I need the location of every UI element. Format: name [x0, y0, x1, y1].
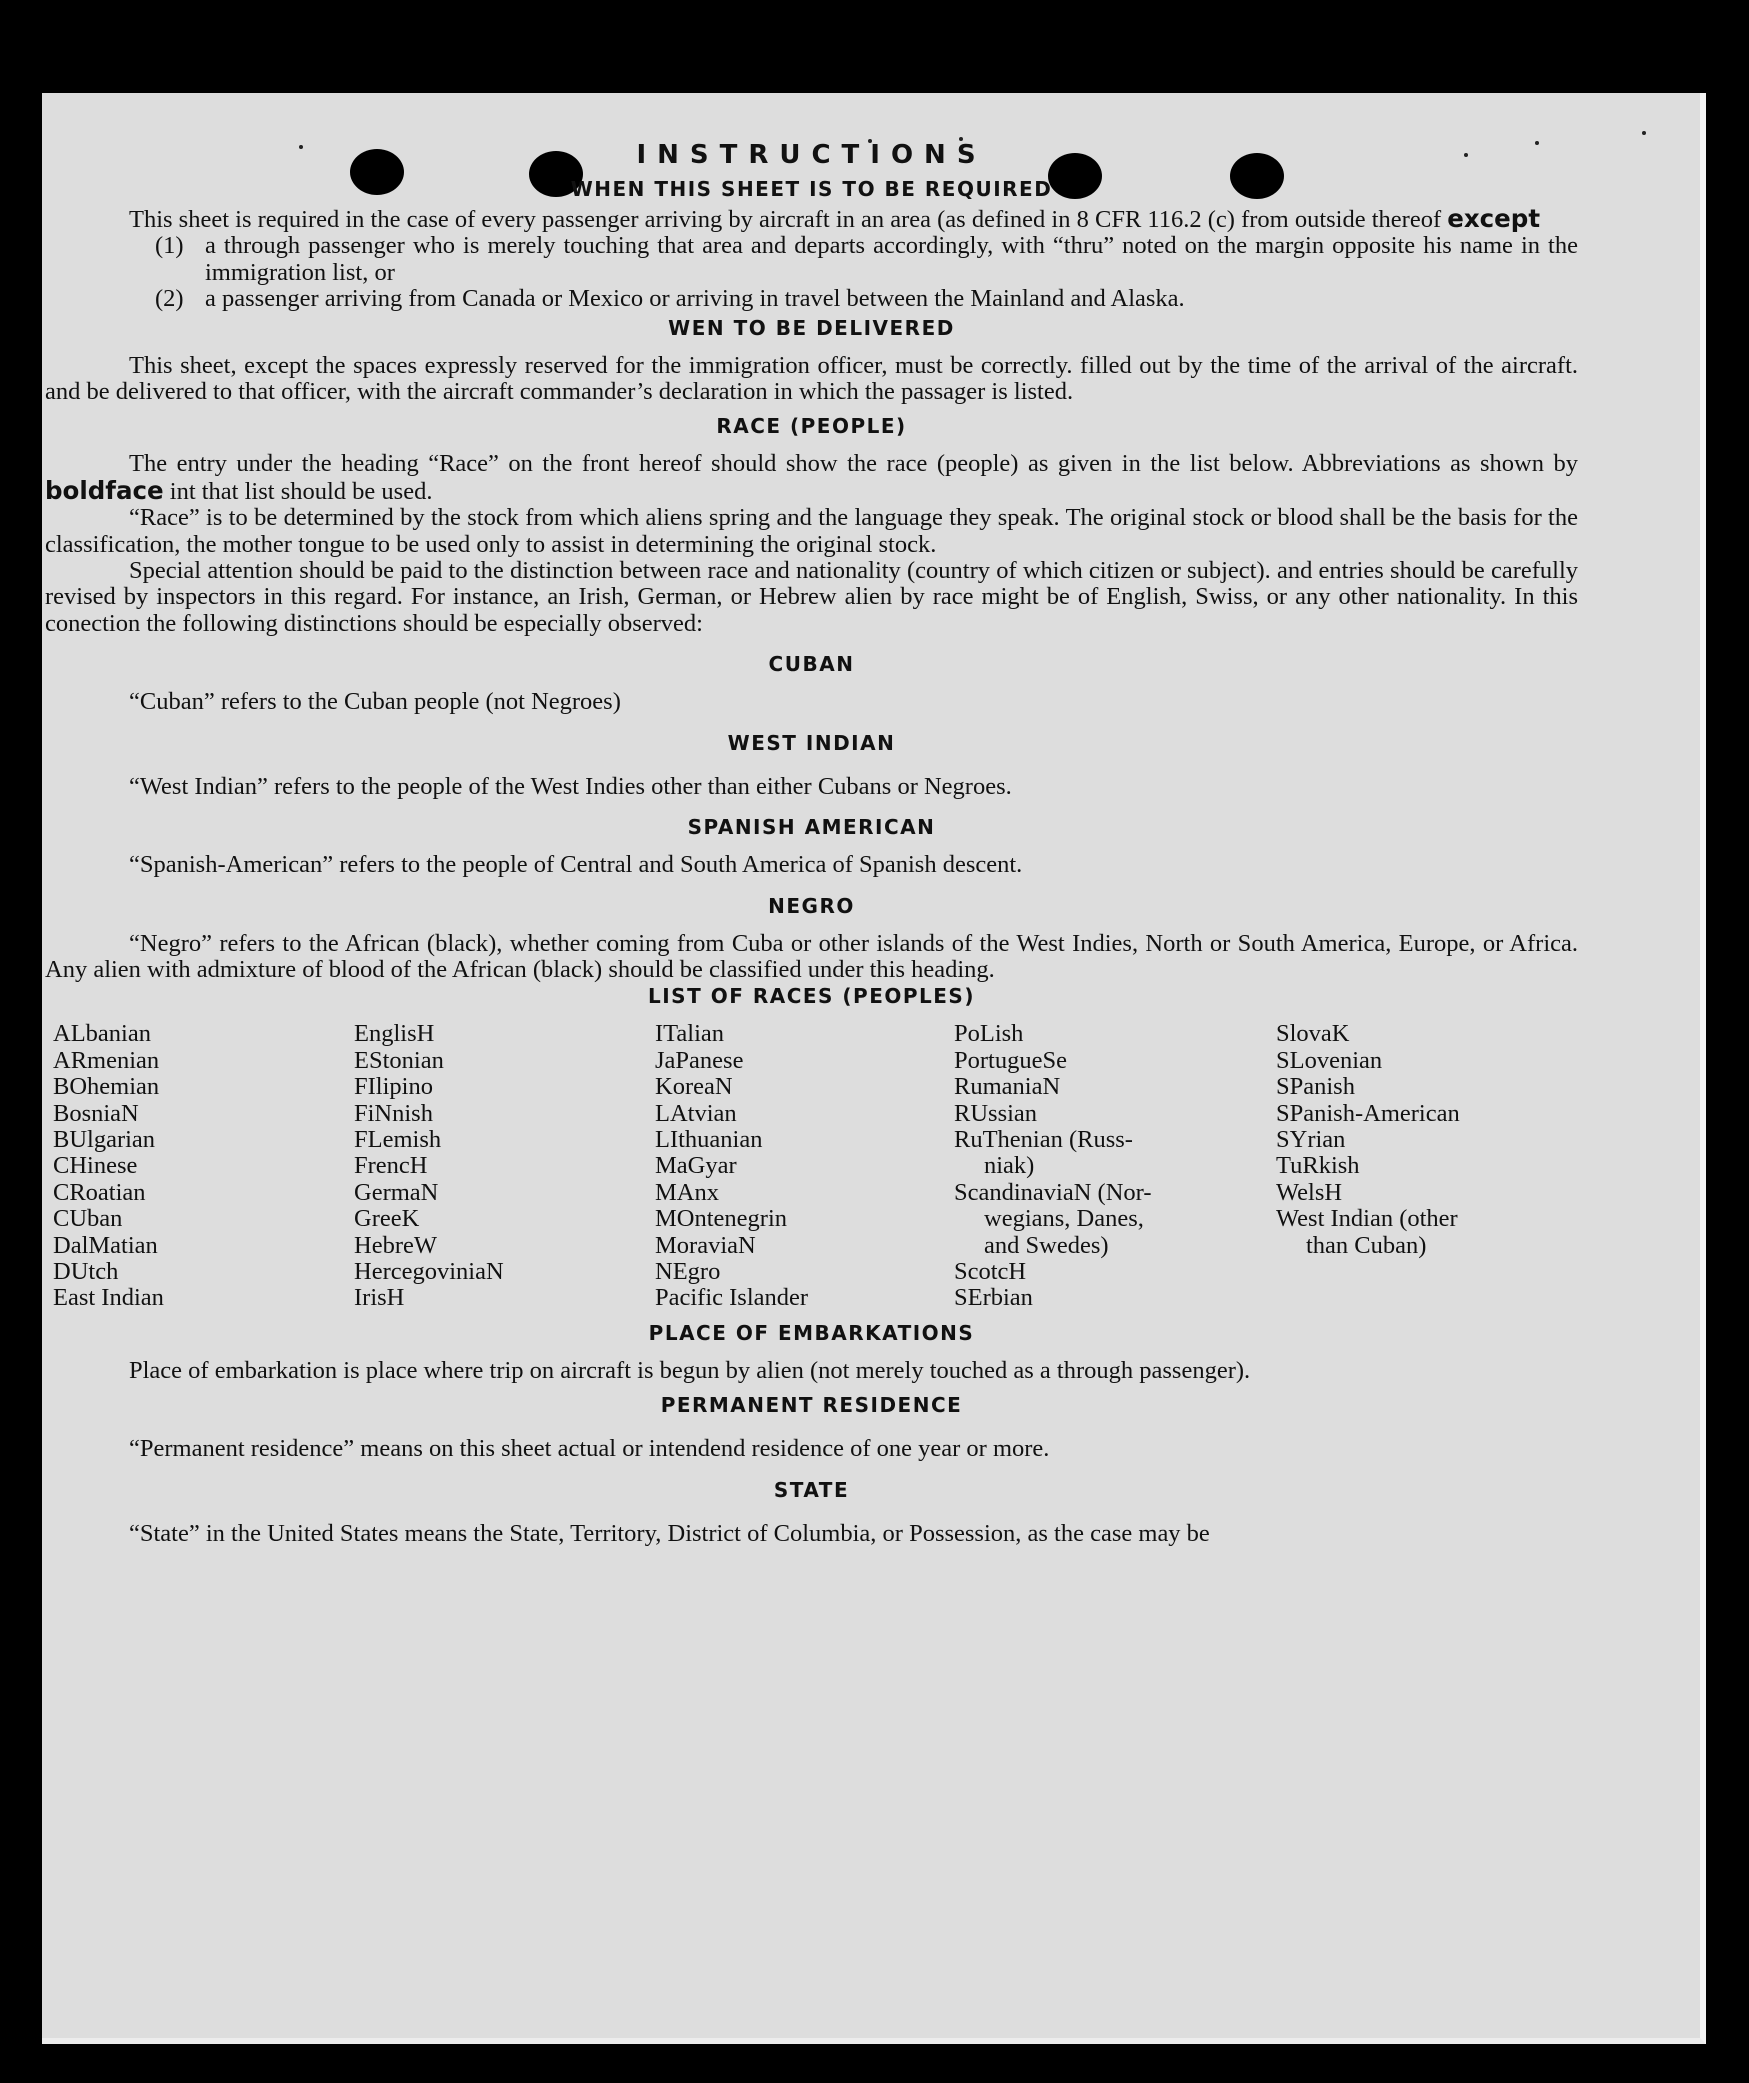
race-item: HebreW [354, 1231, 437, 1259]
speck [1642, 131, 1646, 135]
race-item: ITalian [655, 1020, 725, 1048]
west-indian-text: “West Indian” refers to the people of the West Indies other than either Cubans or Negroes. [129, 772, 1012, 800]
section-heading-race: RACE (PEOPLE) [716, 414, 907, 439]
races-list [53, 1021, 1578, 1311]
required-intro: This sheet is required in the case of every passenger arriving by aircraft in an area (as defined in 8 CFR 116.2 (c) from outside thereof except [129, 204, 1541, 233]
race-item: MaGyar [655, 1152, 737, 1180]
race-item: SlovaK [1276, 1020, 1350, 1048]
spanish-american-text: “Spanish-American” refers to the people of Central and South America of Spanish descent. [129, 851, 1023, 879]
race-paragraph-2: “Race” is to be determined by the stock from which aliens spring and the language they speak. The original stock or blood shall be the basis for the classification, the mother tongue to be used only to assist in determining the original stock. [45, 504, 1578, 558]
race-item: KoreaN [655, 1073, 733, 1101]
races-column-3 [655, 1021, 954, 1311]
race-item: ScotcH [954, 1257, 1027, 1285]
race-item: SYrian [1276, 1125, 1346, 1153]
negro-text: “Negro” refers to the African (black), whether coming from Cuba or other islands of the West Indies, North or South America, Europe, or Africa. Any alien with admixture of blood of the African (black) should be classified under this heading. [45, 929, 1578, 983]
races-column-1 [53, 1021, 354, 1311]
race-item: DUtch [53, 1257, 119, 1285]
race-item: East Indian [53, 1284, 164, 1312]
race-item: MoraviaN [655, 1231, 756, 1259]
race-item: LIthuanian [655, 1125, 763, 1153]
race-item: Pacific Islander [655, 1284, 809, 1312]
race-item: SPanish [1276, 1073, 1355, 1101]
race-item: niak) [984, 1152, 1035, 1180]
race-item: CUban [53, 1205, 123, 1233]
race-item: West Indian (other [1276, 1205, 1458, 1233]
section-heading-embarkation: PLACE OF EMBARKATIONS [648, 1320, 975, 1345]
embarkation-text: Place of embarkation is place where trip on aircraft is begun by alien (not merely touched as a through passenger). [129, 1356, 1251, 1384]
delivered-text: This sheet, except the spaces expressly reserved for the immigration officer, must be correctly. filled out by the time of the arrival of the aircraft. and be delivered to that officer, with the aircraft commander’s declaration in which the passager is listed. [45, 351, 1578, 406]
race-item: FiNnish [354, 1099, 433, 1127]
race-item: ScandinaviaN (Nor- [954, 1178, 1152, 1206]
section-heading-delivered: WEN TO BE DELIVERED [668, 315, 955, 340]
section-heading-required: WHEN THIS SHEET IS TO BE REQUIRED [570, 177, 1053, 201]
race-item: wegians, Danes, [984, 1205, 1144, 1233]
race-paragraph-3: Special attention should be paid to the distinction between race and nationality (country of which citizen or subject). and entries should be carefully revised by inspectors in this regard. For instance, an Irish, German, or Hebrew alien by race might be of English, Swiss, or any other nationality. In this conection the following distinctions should be especially observed: [45, 557, 1578, 637]
state-text: “State” in the United States means the State, Territory, District of Columbia, or Possession, as the case may be [129, 1519, 1210, 1547]
race-item: ALbanian [53, 1020, 151, 1048]
residence-text: “Permanent residence” means on this sheet actual or intendend residence of one year or more. [129, 1435, 1050, 1463]
race-item: RUssian [954, 1099, 1038, 1127]
race-item: SPanish-American [1276, 1099, 1460, 1127]
race-item: PortugueSe [954, 1046, 1067, 1074]
race-item: BUlgarian [53, 1125, 156, 1153]
section-heading-negro: NEGRO [768, 893, 855, 918]
section-heading-list-of-races: LIST OF RACES (PEOPLES) [648, 984, 975, 1009]
section-heading-spanish-american: SPANISH AMERICAN [687, 815, 936, 840]
race-item: CHinese [53, 1152, 138, 1180]
section-heading-cuban: CUBAN [768, 652, 855, 677]
race-item: RumaniaN [954, 1073, 1061, 1101]
race-item: GermaN [354, 1178, 439, 1206]
cuban-text: “Cuban” refers to the Cuban people (not Negroes) [129, 688, 621, 716]
races-column-5 [1276, 1021, 1536, 1311]
race-item: FIlipino [354, 1073, 433, 1101]
race-item: SLovenian [1276, 1046, 1383, 1074]
race-paragraph-1: The entry under the heading “Race” on the front hereof should show the race (people) as given in the list below. Abbreviations as shown by boldface int that list should be used. [45, 450, 1578, 505]
race-item: MOntenegrin [655, 1205, 787, 1233]
race-item: FLemish [354, 1125, 442, 1153]
race-item: BOhemian [53, 1073, 160, 1101]
instructions-content [45, 138, 1578, 1547]
race-item: CRoatian [53, 1178, 146, 1206]
section-heading-residence: PERMANENT RESIDENCE [660, 1393, 963, 1418]
race-item: EStonian [354, 1046, 444, 1074]
race-item: and Swedes) [984, 1231, 1109, 1259]
race-item: RuThenian (Russ- [954, 1125, 1133, 1153]
race-item: PoLish [954, 1020, 1024, 1048]
section-heading-west-indian: WEST INDIAN [727, 730, 896, 755]
race-item: FrencH [354, 1152, 428, 1180]
race-item: NEgro [655, 1257, 721, 1285]
section-heading-state: STATE [773, 1477, 850, 1502]
race-item: MAnx [655, 1178, 719, 1206]
boldface-word: boldface [45, 475, 164, 505]
race-item: than Cuban) [1306, 1231, 1427, 1259]
race-item: EnglisH [354, 1020, 435, 1048]
page-title: INSTRUCTIONS [636, 140, 987, 170]
exception-item-1: (1) a through passenger who is merely touching that area and departs accordingly, with “thru” noted on the margin opposite his name in the immigration list, or [155, 232, 1578, 286]
races-column-2 [354, 1021, 655, 1311]
race-item: LAtvian [655, 1099, 737, 1127]
race-item: BosniaN [53, 1099, 139, 1127]
races-column-4 [954, 1021, 1276, 1311]
race-item: SErbian [954, 1284, 1033, 1312]
race-item: JaPanese [655, 1046, 744, 1074]
race-item: ARmenian [53, 1046, 160, 1074]
except-word: except [1447, 204, 1541, 233]
race-item: WelsH [1276, 1178, 1343, 1206]
race-item: TuRkish [1276, 1152, 1360, 1180]
race-item: GreeK [354, 1205, 420, 1233]
exception-item-2: (2) a passenger arriving from Canada or Mexico or arriving in travel between the Mainland and Alaska. [155, 285, 1185, 313]
race-item: HercegoviniaN [354, 1257, 504, 1285]
race-item: DalMatian [53, 1231, 158, 1259]
race-item: IrisH [354, 1284, 405, 1312]
